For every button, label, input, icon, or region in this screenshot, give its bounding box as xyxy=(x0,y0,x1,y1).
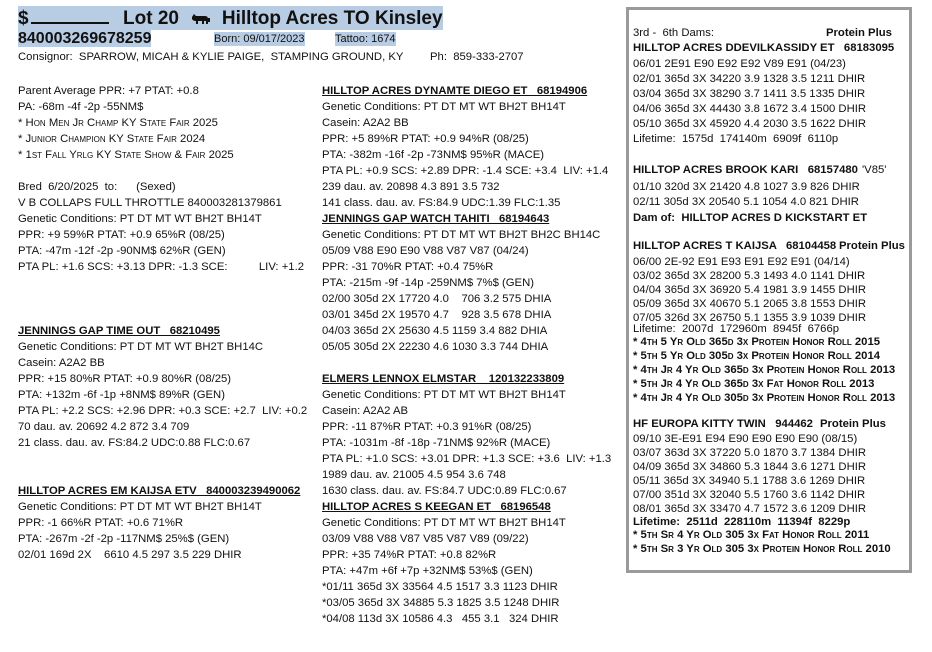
phone: Ph: 859-333-2707 xyxy=(430,51,524,63)
granddam-heading: HILLTOP ACRES S KEEGAN ET 68196548 xyxy=(322,501,551,513)
lifetime-line: Lifetime: 2007d 172960m 8945f 6766p xyxy=(633,323,840,335)
price-blank xyxy=(31,6,109,24)
info-line: 239 dau. av. 20898 4.3 891 3.5 732 xyxy=(322,181,500,193)
lifetime-line: Lifetime: 1575d 174140m 6909f 6110p xyxy=(633,133,839,145)
info-line: 70 dau. av. 20692 4.2 872 3.4 709 xyxy=(18,421,190,433)
price-symbol: $ xyxy=(18,8,29,29)
info-line: 07/00 351d 3X 32040 5.5 1760 3.6 1142 DHIR xyxy=(633,489,866,501)
info-line: 05/09 365d 3X 40670 5.1 2065 3.8 1553 DHIR xyxy=(633,298,867,310)
info-line: PPR: +35 74%R PTAT: +0.8 82%R xyxy=(322,549,497,561)
info-line: 02/11 305d 3X 20540 5.1 1054 4.0 821 DHIR xyxy=(633,196,859,208)
info-line: PTA: -215m -9f -14p -259NM$ 7%$ (GEN) xyxy=(322,277,534,289)
info-line: PTA: -47m -12f -2p -90NM$ 62%R (GEN) xyxy=(18,245,226,257)
info-line: 06/01 2E91 E90 E92 E92 V89 E91 (04/23) xyxy=(633,58,846,70)
honor-roll-line: * 4th 5 Yr Old 365d 3x Protein Honor Roll 2015 xyxy=(633,336,881,348)
consignor: Consignor: SPARROW, MICAH & KYLIE PAIGE, STAMPING GROUND, KY xyxy=(18,51,404,63)
lot-title xyxy=(18,6,443,30)
service-sire: V B COLLAPS FULL THROTTLE 840003281379861 xyxy=(18,197,282,209)
info-line: Genetic Conditions: PT DT MT WT BH2T BH14T xyxy=(322,517,566,529)
info-line: *03/05 365d 3X 34885 5.3 1825 3.5 1248 DHIR xyxy=(322,597,560,609)
info-line: 05/11 365d 3X 34940 5.1 1788 3.6 1269 DHIR xyxy=(633,475,866,487)
info-line: PPR: -11 87%R PTAT: +0.3 91%R (08/25) xyxy=(322,421,532,433)
sire-heading: JENNINGS GAP TIME OUT 68210495 xyxy=(18,325,220,337)
parent-average: Parent Average PPR: +7 PTAT: +0.8 xyxy=(18,85,199,97)
dam-heading: HF EUROPA KITTY TWIN 944462 xyxy=(633,418,813,430)
info-line: 05/10 365d 3X 45920 4.4 2030 3.5 1622 DHIR xyxy=(633,118,867,130)
dam-heading: HILLTOP ACRES BROOK KARI 68157480 xyxy=(633,164,858,176)
info-line: 03/04 365d 3X 38290 3.7 1411 3.5 1335 DHIR xyxy=(633,88,866,100)
dam-heading: HILLTOP ACRES DDEVILKASSIDY ET 68183095 xyxy=(633,42,895,54)
info-line: 02/01 365d 3X 34220 3.9 1328 3.5 1211 DHIR xyxy=(633,73,866,85)
info-line: *01/11 365d 3X 33564 4.5 1517 3.3 1123 DHIR xyxy=(322,581,558,593)
info-line: PPR: -1 66%R PTAT: +0.6 71%R xyxy=(18,517,184,529)
award-line: * Hon Men Jr Champ KY State Fair 2025 xyxy=(18,117,218,129)
info-line: PTA: -1031m -8f -18p -71NM$ 92%R (MACE) xyxy=(322,437,551,449)
protein-plus-badge: Protein Plus xyxy=(820,418,886,430)
info-line: Casein: A2A2 BB xyxy=(322,117,409,129)
honor-roll-line: * 4th Jr 4 Yr Old 305d 3x Protein Honor Roll 2013 xyxy=(633,392,896,404)
id-row xyxy=(18,30,151,48)
info-line: Casein: A2A2 BB xyxy=(18,357,105,369)
registration-number: 840003269678259 xyxy=(18,30,152,47)
info-line: Genetic Conditions: PT DT MT WT BH2T BH14T xyxy=(18,501,262,513)
info-line: 04/09 365d 3X 34860 5.3 1844 3.6 1271 DHIR xyxy=(633,461,867,473)
sire-of-dam-heading: HILLTOP ACRES DYNAMTE DIEGO ET 68194906 xyxy=(322,85,588,97)
info-line: 1630 class. dau. av. FS:84.7 UDC:0.89 FLC:0.67 xyxy=(322,485,567,497)
info-line: 03/07 363d 3X 37220 5.0 1870 3.7 1384 DHIR xyxy=(633,447,867,459)
info-line: PPR: -31 70%R PTAT: +0.4 75%R xyxy=(322,261,494,273)
dam-of-sire-heading: JENNINGS GAP WATCH TAHITI 68194643 xyxy=(322,213,550,225)
cow-icon xyxy=(189,12,211,28)
info-line: PTA: -382m -16f -2p -73NM$ 95%R (MACE) xyxy=(322,149,545,161)
award-line: * Junior Champion KY State Fair 2024 xyxy=(18,133,206,145)
info-line: PTA: +47m +6f +7p +32NM$ 53%$ (GEN) xyxy=(322,565,533,577)
lot-number: Lot 20 xyxy=(123,8,179,29)
info-line: 08/01 365d 3X 33470 4.7 1572 3.6 1209 DHIR xyxy=(633,503,867,515)
honor-roll-line: * 5th Sr 3 Yr Old 305 3x Protein Honor Roll 2010 xyxy=(633,543,891,555)
animal-name: Hilltop Acres TO Kinsley xyxy=(221,8,443,29)
info-line: PPR: +9 59%R PTAT: +0.9 65%R (08/25) xyxy=(18,229,225,241)
info-line: Genetic Conditions: PT DT MT WT BH2T BH14T xyxy=(18,213,262,225)
info-line: 06/00 2E-92 E91 E93 E91 E92 E91 (04/14) xyxy=(633,256,850,268)
info-line: 02/01 169d 2X 6610 4.5 297 3.5 229 DHIR xyxy=(18,549,242,561)
dams-label: 3rd - 6th Dams: xyxy=(633,27,714,39)
info-line: 05/05 305d 2X 22230 4.6 1030 3.3 744 DHIA xyxy=(322,341,549,353)
info-line: 21 class. dau. av. FS:84.2 UDC:0.88 FLC:0.67 xyxy=(18,437,251,449)
maternal-grandsire-heading: ELMERS LENNOX ELMSTAR 120132233809 xyxy=(322,373,565,385)
protein-plus-badge: Protein Plus xyxy=(839,240,905,252)
tattoo: Tattoo: 1674 xyxy=(335,33,396,45)
honor-roll-line: * 5th Sr 4 Yr Old 305 3x Fat Honor Roll 2011 xyxy=(633,529,870,541)
lifetime-line: Lifetime: 2511d 228110m 11394f 8229p xyxy=(633,516,851,528)
info-line: 02/00 305d 2X 17720 4.0 706 3.2 575 DHIA xyxy=(322,293,552,305)
info-line: PTA: +132m -6f -1p +8NM$ 89%R (GEN) xyxy=(18,389,225,401)
award-line: * 1st Fall Yrlg KY State Show & Fair 2025 xyxy=(18,149,234,161)
info-line: Genetic Conditions: PT DT MT WT BH2T BH2C BH14C xyxy=(322,229,601,241)
info-line: 07/05 326d 3X 26750 5.1 1355 3.9 1039 DHIR xyxy=(633,312,867,324)
info-line: 05/09 V88 E90 E90 V88 V87 V87 (04/24) xyxy=(322,245,529,257)
info-line: 09/10 3E-E91 E94 E90 E90 E90 E90 (08/15) xyxy=(633,433,858,445)
parent-average-pta: PA: -68m -4f -2p -55NM$ xyxy=(18,101,144,113)
info-line: 04/04 365d 3X 36920 5.4 1981 3.9 1455 DHIR xyxy=(633,284,867,296)
info-line: 01/10 320d 3X 21420 4.8 1027 3.9 826 DHIR xyxy=(633,181,860,193)
info-line: PTA PL: +1.0 SCS: +3.01 DPR: +1.3 SCE: +3.6 LIV: +1.3 xyxy=(322,453,612,465)
info-line: Casein: A2A2 AB xyxy=(322,405,409,417)
honor-roll-line: * 4th Jr 4 Yr Old 365d 3x Protein Honor Roll 2013 xyxy=(633,364,896,376)
honor-roll-line: * 5th Jr 4 Yr Old 365d 3x Fat Honor Roll 2013 xyxy=(633,378,875,390)
info-line: 03/01 345d 2X 19570 4.7 928 3.5 678 DHIA xyxy=(322,309,552,321)
info-line: 141 class. dau. av. FS:84.9 UDC:1.39 FLC:1.35 xyxy=(322,197,561,209)
info-line: 04/03 365d 2X 25630 4.5 1159 3.4 882 DHIA xyxy=(322,325,548,337)
birth-date: Born: 09/017/2023 xyxy=(214,33,305,45)
bred-to: Bred 6/20/2025 to: (Sexed) xyxy=(18,181,176,193)
info-line: Genetic Conditions: PT DT MT WT BH2T BH14T xyxy=(322,389,566,401)
info-line: PTA PL: +0.9 SCS: +2.89 DPR: -1.4 SCE: +3.4 LIV: +1.4 xyxy=(322,165,609,177)
protein-plus-badge: Protein Plus xyxy=(826,27,892,39)
info-line: 1989 dau. av. 21005 4.5 954 3.6 748 xyxy=(322,469,506,481)
info-line: Genetic Conditions: PT DT MT WT BH2T BH14T xyxy=(322,101,566,113)
dam-of-line: Dam of: HILLTOP ACRES D KICKSTART ET xyxy=(633,212,868,224)
info-line: 03/09 V88 V88 V87 V85 V87 V89 (09/22) xyxy=(322,533,529,545)
classification-tag: 'V85' xyxy=(862,164,887,176)
dam-heading: HILLTOP ACRES T KAIJSA 68104458 xyxy=(633,240,837,252)
info-line: 04/06 365d 3X 44430 3.8 1672 3.4 1500 DHIR xyxy=(633,103,867,115)
info-line: 03/02 365d 3X 28200 5.3 1493 4.0 1141 DHIR xyxy=(633,270,866,282)
dam-heading: HILLTOP ACRES EM KAIJSA ETV 840003239490062 xyxy=(18,485,301,497)
info-line: PPR: +15 80%R PTAT: +0.9 80%R (08/25) xyxy=(18,373,232,385)
info-line: PTA PL: +1.6 SCS: +3.13 DPR: -1.3 SCE: LIV: +1.2 xyxy=(18,261,305,273)
info-line: *04/08 113d 3X 10586 4.3 455 3.1 324 DHIR xyxy=(322,613,559,625)
honor-roll-line: * 5th 5 Yr Old 305d 3x Protein Honor Roll 2014 xyxy=(633,350,881,362)
info-line: PTA: -267m -2f -2p -117NM$ 25%$ (GEN) xyxy=(18,533,230,545)
info-line: PTA PL: +2.2 SCS: +2.96 DPR: +0.3 SCE: +2.7 LIV: +0.2 xyxy=(18,405,308,417)
info-line: Genetic Conditions: PT DT MT WT BH2T BH14C xyxy=(18,341,264,353)
info-line: PPR: +5 89%R PTAT: +0.9 94%R (08/25) xyxy=(322,133,529,145)
